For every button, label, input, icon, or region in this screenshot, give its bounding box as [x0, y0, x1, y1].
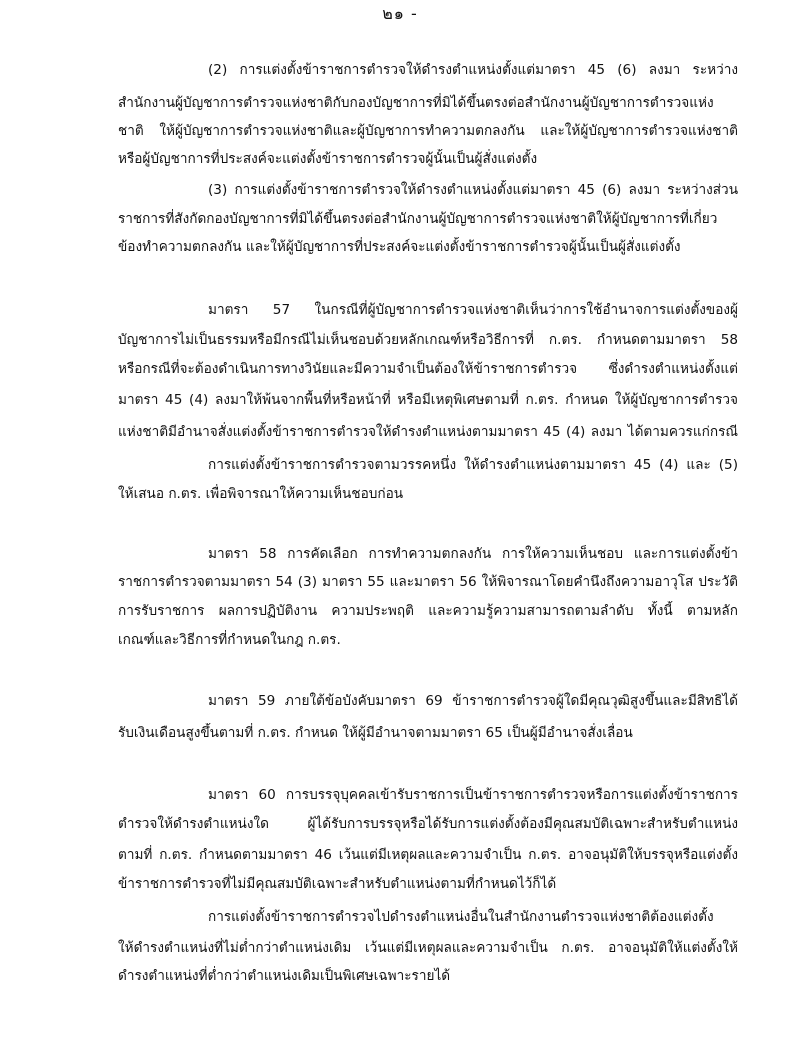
text-line: รับเงินเดือนสูงขึ้นตามที่ ก.ตร. กำหนด ให้ผู้มีอำนาจตามมาตรา 65 เป็นผู้มีอำนาจสั่งเลื่อน: [118, 725, 633, 741]
text-line: มาตรา 60 การบรรจุบุคคลเข้ารับราชการเป็นข้าราชการตำรวจหรือการแต่งตั้งข้าราชการ: [208, 787, 738, 803]
text-line: ให้เสนอ ก.ตร. เพื่อพิจารณาให้ความเห็นชอบก่อน: [118, 486, 404, 502]
text-line: ราชการตำรวจตามมาตรา 54 (3) มาตรา 55 และมาตรา 56 ให้พิจารณาโดยคำนึงถึงความอาวุโส ประวัติ: [118, 574, 738, 590]
text-line: ชาติ ให้ผู้บัญชาการตำรวจแห่งชาติและผู้บัญชาการทำความตกลงกัน และให้ผู้บัญชาการตำรวจแห่งชาติ: [118, 123, 738, 139]
text-line: ข้าราชการตำรวจที่ไม่มีคุณสมบัติเฉพาะสำหรับตำแหน่งตามที่กำหนดไว้ก็ได้: [118, 876, 557, 892]
text-line: สำนักงานผู้บัญชาการตำรวจแห่งชาติกับกองบัญชาการที่มิได้ขึ้นตรงต่อสำนักงานผู้บัญชาการตำรวจแห่ง: [118, 95, 714, 111]
text-line: มาตรา 59 ภายใต้ข้อบังคับมาตรา 69 ข้าราชการตำรวจผู้ใดมีคุณวุฒิสูงขึ้นและมีสิทธิได้: [208, 693, 738, 709]
text-line: (3) การแต่งตั้งข้าราชการตำรวจให้ดำรงตำแหน่งตั้งแต่มาตรา 45 (6) ลงมา ระหว่างส่วน: [208, 182, 738, 198]
text-line: มาตรา 57 ในกรณีที่ผู้บัญชาการตำรวจแห่งชาติเห็นว่าการใช้อำนาจการแต่งตั้งของผู้: [208, 302, 738, 318]
text-line: ให้ดำรงตำแหน่งที่ไม่ต่ำกว่าตำแหน่งเดิม เว้นแต่มีเหตุผลและความจำเป็น ก.ตร. อาจอนุมัติให้แต่งตั้งให้: [118, 940, 738, 956]
text-line: แห่งชาติมีอำนาจสั่งแต่งตั้งข้าราชการตำรวจให้ดำรงตำแหน่งตามมาตรา 45 (4) ลงมา ได้ตามควรแก่กรณี: [118, 424, 738, 440]
text-line: บัญชาการไม่เป็นธรรมหรือมีกรณีไม่เห็นชอบด้วยหลักเกณฑ์หรือวิธีการที่ ก.ตร. กำหนดตามมาตรา 58: [118, 332, 738, 348]
text-line: ดำรงตำแหน่งที่ต่ำกว่าตำแหน่งเดิมเป็นพิเศษเฉพาะรายได้: [118, 968, 451, 984]
text-line: มาตรา 45 (4) ลงมาให้พ้นจากพื้นที่หรือหน้าที่ หรือมีเหตุพิเศษตามที่ ก.ตร. กำหนด ให้ผู้บัญชาการตำรวจ: [118, 392, 738, 408]
text-line: ตำรวจให้ดำรงตำแหน่งใด ผู้ได้รับการบรรจุหรือได้รับการแต่งตั้งต้องมีคุณสมบัติเฉพาะสำหรับตำแหน่ง: [118, 816, 738, 832]
text-line: ตามที่ ก.ตร. กำหนดตามมาตรา 46 เว้นแต่มีเหตุผลและความจำเป็น ก.ตร. อาจอนุมัติให้บรรจุหรือแต่งตั้ง: [118, 847, 738, 863]
text-line: การแต่งตั้งข้าราชการตำรวจตามวรรคหนึ่ง ให้ดำรงตำแหน่งตามมาตรา 45 (4) และ (5): [208, 457, 738, 473]
text-line: เกณฑ์และวิธีการที่กำหนดในกฎ ก.ตร.: [118, 632, 341, 648]
text-line: หรือกรณีที่จะต้องดำเนินการทางวินัยและมีความจำเป็นต้องให้ข้าราชการตำรวจ ซึ่งดำรงตำแหน่งตั้งแต่: [118, 361, 738, 377]
page-number: ๒๑ -: [382, 4, 418, 23]
text-line: มาตรา 58 การคัดเลือก การทำความตกลงกัน การให้ความเห็นชอบ และการแต่งตั้งข้า: [208, 546, 738, 562]
text-line: (2) การแต่งตั้งข้าราชการตำรวจให้ดำรงตำแหน่งตั้งแต่มาตรา 45 (6) ลงมา ระหว่าง: [208, 62, 738, 78]
text-line: การรับราชการ ผลการปฏิบัติงาน ความประพฤติ และความรู้ความสามารถตามลำดับ ทั้งนี้ ตามหลัก: [118, 603, 738, 619]
text-line: หรือผู้บัญชาการที่ประสงค์จะแต่งตั้งข้าราชการตำรวจผู้นั้นเป็นผู้สั่งแต่งตั้ง: [118, 151, 538, 167]
text-line: ราชการที่สังกัดกองบัญชาการที่มิได้ขึ้นตรงต่อสำนักงานผู้บัญชาการตำรวจแห่งชาติให้ผู้บัญชาการที่เกี่ยว: [118, 211, 718, 227]
text-line: การแต่งตั้งข้าราชการตำรวจไปดำรงตำแหน่งอื่นในสำนักงานตำรวจแห่งชาติต้องแต่งตั้ง: [208, 909, 714, 925]
text-line: ข้องทำความตกลงกัน และให้ผู้บัญชาการที่ประสงค์จะแต่งตั้งข้าราชการตำรวจผู้นั้นเป็นผู้สั่งแต่งตั้ง: [118, 239, 681, 255]
